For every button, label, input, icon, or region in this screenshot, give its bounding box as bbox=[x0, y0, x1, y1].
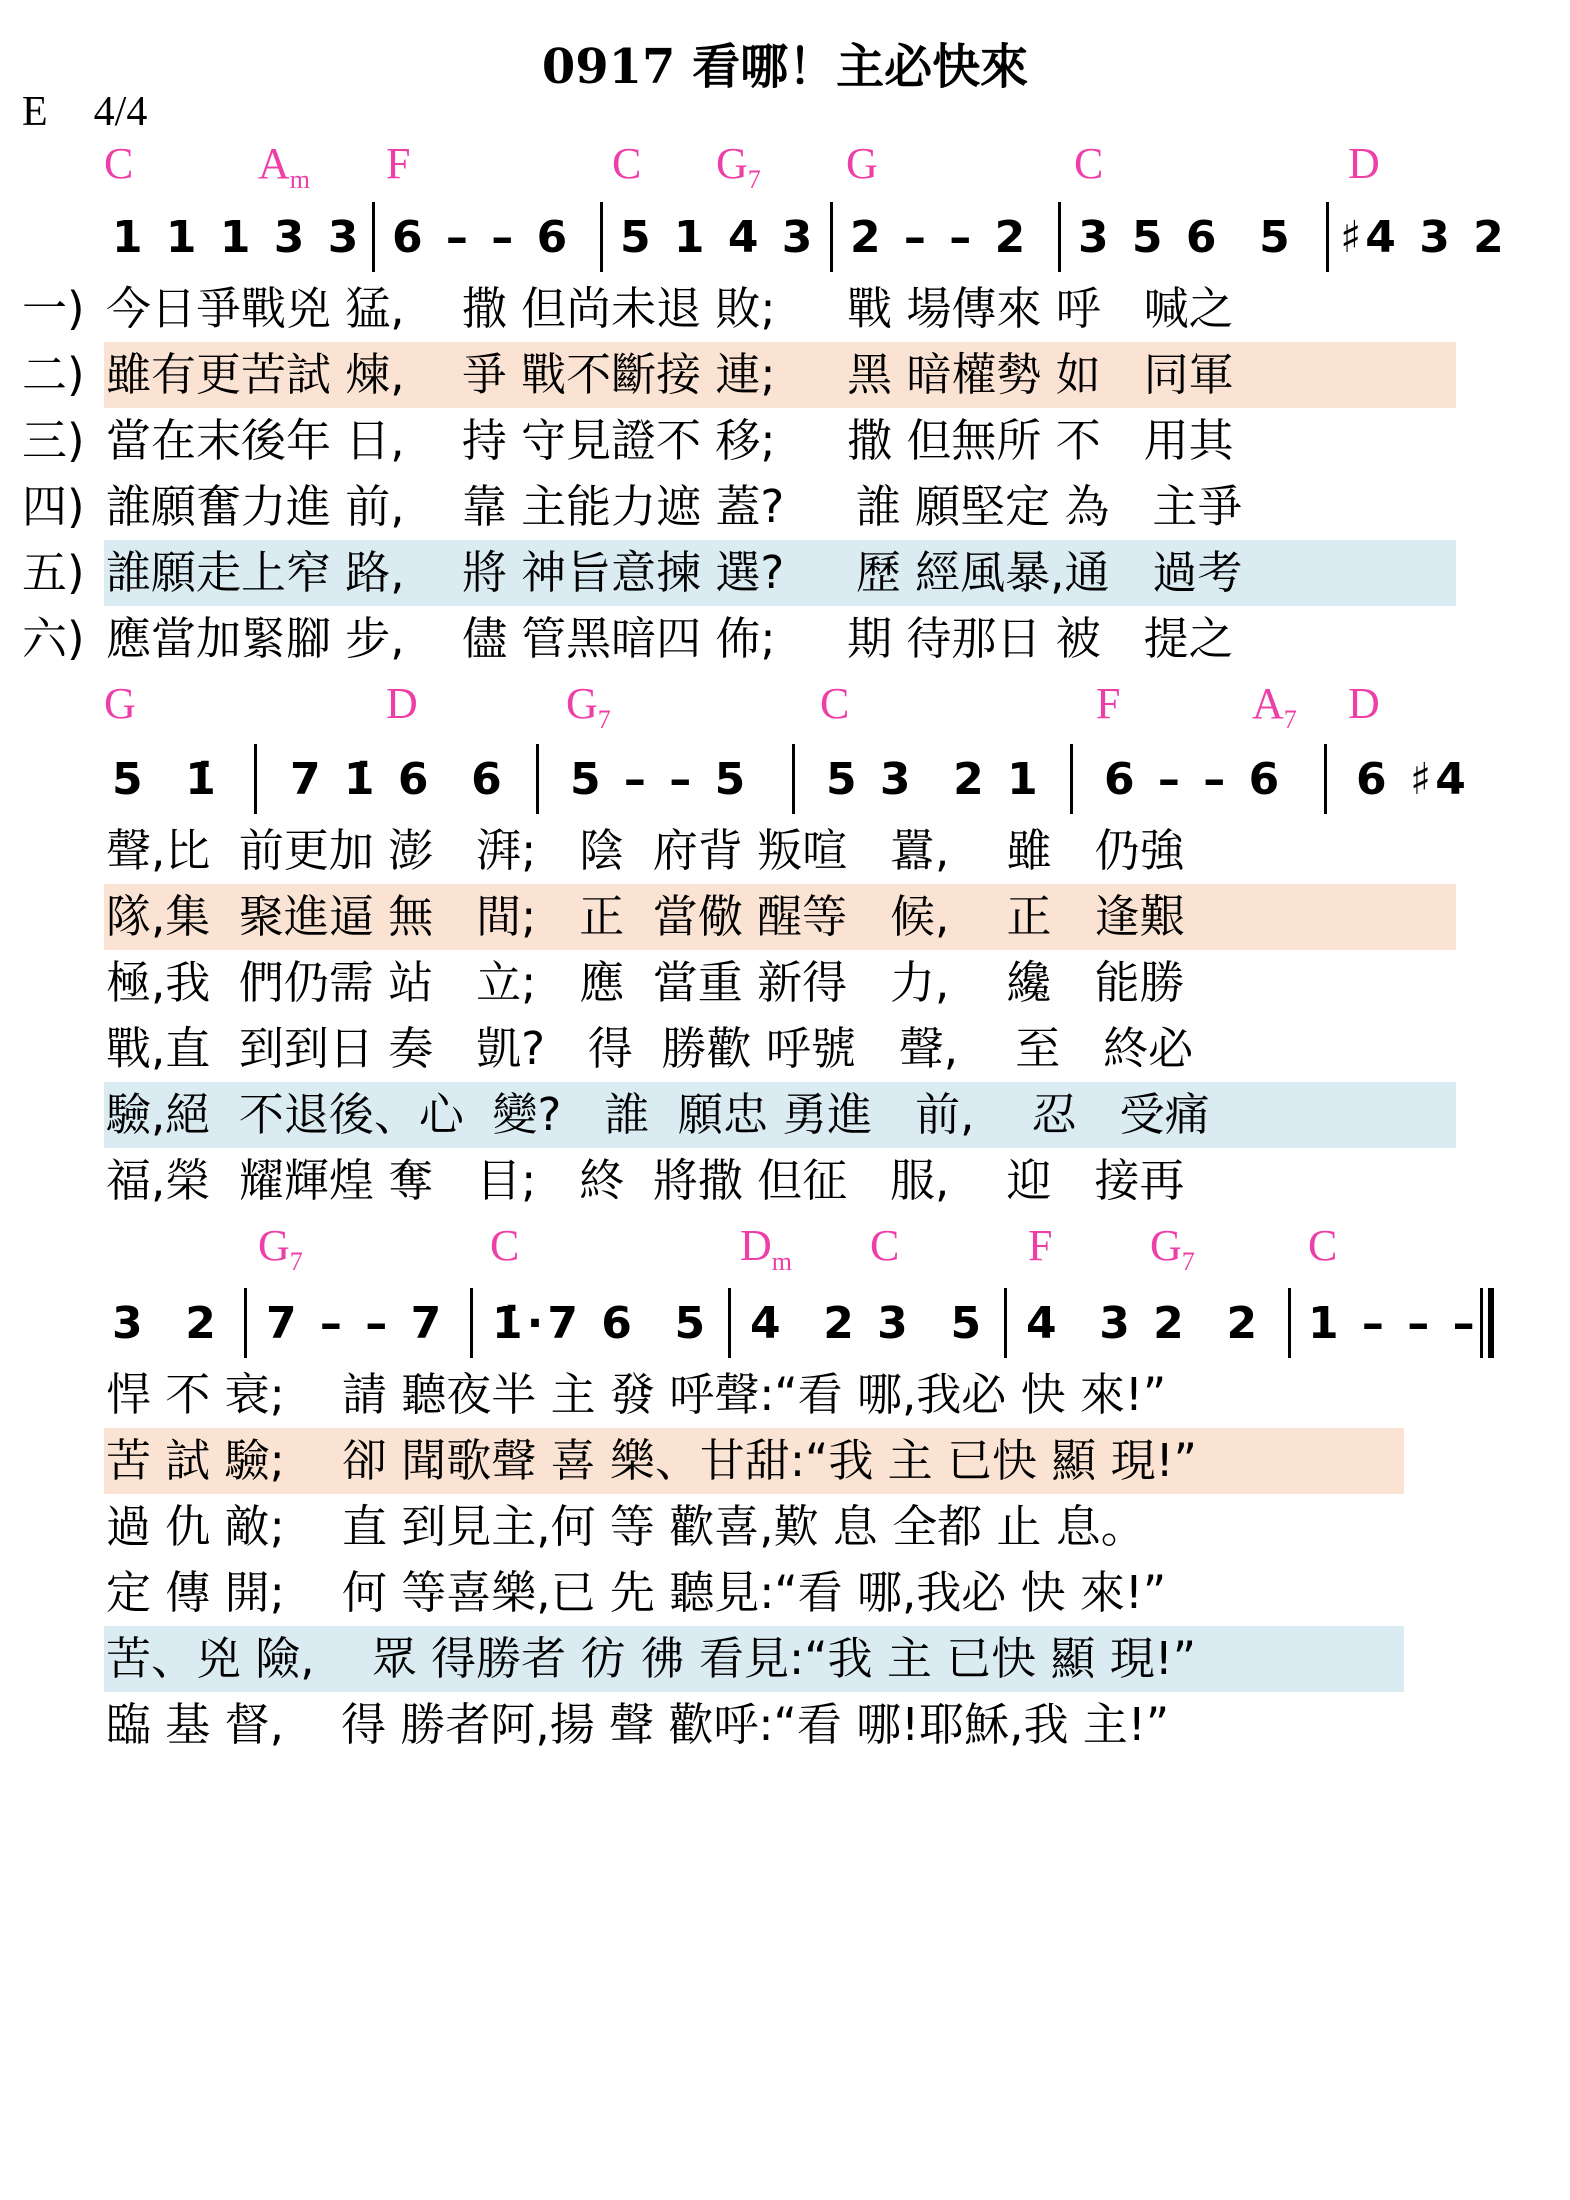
measure: 6 ♯4 bbox=[1356, 753, 1470, 805]
verse-number: 五) bbox=[22, 546, 85, 599]
chord: F bbox=[1028, 1221, 1053, 1270]
key: E bbox=[22, 89, 48, 135]
barline bbox=[470, 1288, 473, 1358]
chord: C bbox=[820, 679, 850, 728]
lyric-line: 驗,絕 不退後、心 變? 誰 願忠 勇進 前, 忍 受痛 bbox=[0, 1082, 1570, 1148]
barline bbox=[728, 1288, 731, 1358]
measure: 1 1 1 3 3 bbox=[112, 211, 363, 263]
verse-number: 二) bbox=[22, 348, 85, 401]
chord: G bbox=[846, 139, 878, 188]
hymn-title: 0917 看哪！主必快來 bbox=[541, 39, 1029, 95]
verse-number: 一) bbox=[22, 282, 85, 335]
verse-number: 三) bbox=[22, 414, 85, 467]
lyric-line: 二) 雖有更苦試 煉, 爭 戰不斷接 連; 黑 暗權勢 如 同軍 bbox=[0, 342, 1570, 408]
chord: $A_7$ bbox=[1252, 679, 1297, 734]
barline bbox=[600, 202, 603, 272]
lyric-line: 四) 誰願奮力進 前, 靠 主能力遮 蓋? 誰 願堅定 為 主爭 bbox=[0, 474, 1570, 540]
chord: D bbox=[386, 679, 418, 728]
lyric-line: 一) 今日爭戰兇 猛, 撒 但尚未退 敗; 戰 場傳來 呼 喊之 bbox=[0, 276, 1570, 342]
chord: F bbox=[386, 139, 411, 188]
lyric-line: 苦 試 驗; 卻 聞歌聲 喜 樂、甘甜:“我 主 已快 顯 現!” bbox=[0, 1428, 1570, 1494]
barline bbox=[254, 744, 257, 814]
chord-line-3 bbox=[0, 1220, 1570, 1276]
time-signature: 4/4 bbox=[93, 89, 148, 135]
chord: $G_7$ bbox=[566, 679, 611, 734]
notation-line-1 bbox=[0, 202, 1570, 272]
barline bbox=[792, 744, 795, 814]
chord-line-2 bbox=[0, 678, 1570, 734]
measure: 4 3 2 2 bbox=[1026, 1297, 1262, 1349]
measure: 5 3 2 1 bbox=[826, 753, 1042, 805]
verse-number: 四) bbox=[22, 480, 85, 533]
measure: 3 2 bbox=[112, 1297, 220, 1349]
measure: 7 1̇ 6 6 bbox=[290, 753, 506, 805]
measure: 5 – – 5 bbox=[570, 753, 750, 805]
measure: 6 – – 6 bbox=[392, 211, 572, 263]
key-signature bbox=[22, 88, 193, 136]
verse-number: 六) bbox=[22, 612, 85, 665]
barline bbox=[372, 202, 375, 272]
chord: C bbox=[1308, 1221, 1338, 1270]
final-barline bbox=[1480, 1288, 1483, 1358]
barline bbox=[1288, 1288, 1291, 1358]
barline bbox=[1324, 744, 1327, 814]
chord: C bbox=[870, 1221, 900, 1270]
barline bbox=[1070, 744, 1073, 814]
chord: C bbox=[490, 1221, 520, 1270]
lyric-line: 五) 誰願走上窄 路, 將 神旨意揀 選? 歷 經風暴,通 過考 bbox=[0, 540, 1570, 606]
chord: $A_m$ bbox=[258, 139, 311, 194]
lyric-line: 福,榮 耀輝煌 奪 目; 終 將撒 但征 服, 迎 接再 bbox=[106, 1154, 1185, 1207]
chord: C bbox=[1074, 139, 1104, 188]
barline bbox=[1004, 1288, 1007, 1358]
lyric-line: 極,我 們仍需 站 立; 應 當重 新得 力, 纔 能勝 bbox=[106, 956, 1185, 1009]
lyric-line: 悍 不 衰; 請 聽夜半 主 發 呼聲:“看 哪,我必 快 來!” bbox=[106, 1368, 1167, 1421]
measure: 5 1 4 3 bbox=[620, 211, 817, 263]
chord: $G_7$ bbox=[1150, 1221, 1195, 1276]
measure: 2 – – 2 bbox=[850, 211, 1030, 263]
lyric-line: 聲,比 前更加 澎 湃; 陰 府背 叛喧 囂, 雖 仍強 bbox=[106, 824, 1185, 877]
chord: F bbox=[1096, 679, 1121, 728]
chord: D bbox=[1348, 139, 1380, 188]
measure: 5 1̇ bbox=[112, 753, 220, 805]
lyric-line: 隊,集 聚進逼 無 間; 正 當儆 醒等 候, 正 逢艱 bbox=[0, 884, 1570, 950]
lyric-line: 定 傳 開; 何 等喜樂,已 先 聽見:“看 哪,我必 快 來!” bbox=[106, 1566, 1167, 1619]
lyric-line: 戰,直 到到日 奏 凱? 得 勝歡 呼號 聲, 至 終必 bbox=[106, 1022, 1194, 1075]
chord: G bbox=[104, 679, 136, 728]
lyric-line: 三) 當在末後年 日, 持 守見證不 移; 撒 但無所 不 用其 bbox=[0, 408, 1570, 474]
measure: 1̇·7 6 5 bbox=[492, 1297, 710, 1349]
chord: $D_m$ bbox=[740, 1221, 793, 1276]
measure: 3 5 6 5 bbox=[1078, 211, 1294, 263]
notation-line-3 bbox=[0, 1288, 1570, 1358]
lyric-line: 臨 基 督, 得 勝者阿,揚 聲 歡呼:“看 哪!耶穌,我 主!” bbox=[106, 1698, 1170, 1751]
chord: C bbox=[612, 139, 642, 188]
lyric-line: 過 仇 敵; 直 到見主,何 等 歡喜,歎 息 全都 止 息。 bbox=[106, 1500, 1146, 1553]
barline bbox=[536, 744, 539, 814]
chord: D bbox=[1348, 679, 1380, 728]
barline bbox=[1058, 202, 1061, 272]
measure: 1 – – – bbox=[1308, 1297, 1479, 1349]
measure: 6 – – 6 bbox=[1104, 753, 1284, 805]
chord: $G_7$ bbox=[716, 139, 761, 194]
lyric-line: 苦、兇 險, 眾 得勝者 彷 彿 看見:“我 主 已快 顯 現!” bbox=[0, 1626, 1570, 1692]
barline bbox=[1326, 202, 1329, 272]
chord-line-1 bbox=[0, 138, 1570, 194]
final-barline-thick bbox=[1488, 1288, 1494, 1358]
measure: 4 2 3 5 bbox=[750, 1297, 986, 1349]
measure: ♯4 3 2 bbox=[1340, 211, 1508, 263]
chord: $G_7$ bbox=[258, 1221, 303, 1276]
notation-line-2 bbox=[0, 744, 1570, 814]
lyric-line: 六) 應當加緊腳 步, 儘 管黑暗四 佈; 期 待那日 被 提之 bbox=[0, 606, 1570, 672]
barline bbox=[830, 202, 833, 272]
measure: 7 – – 7 bbox=[266, 1297, 446, 1349]
chord: C bbox=[104, 139, 134, 188]
barline bbox=[244, 1288, 247, 1358]
